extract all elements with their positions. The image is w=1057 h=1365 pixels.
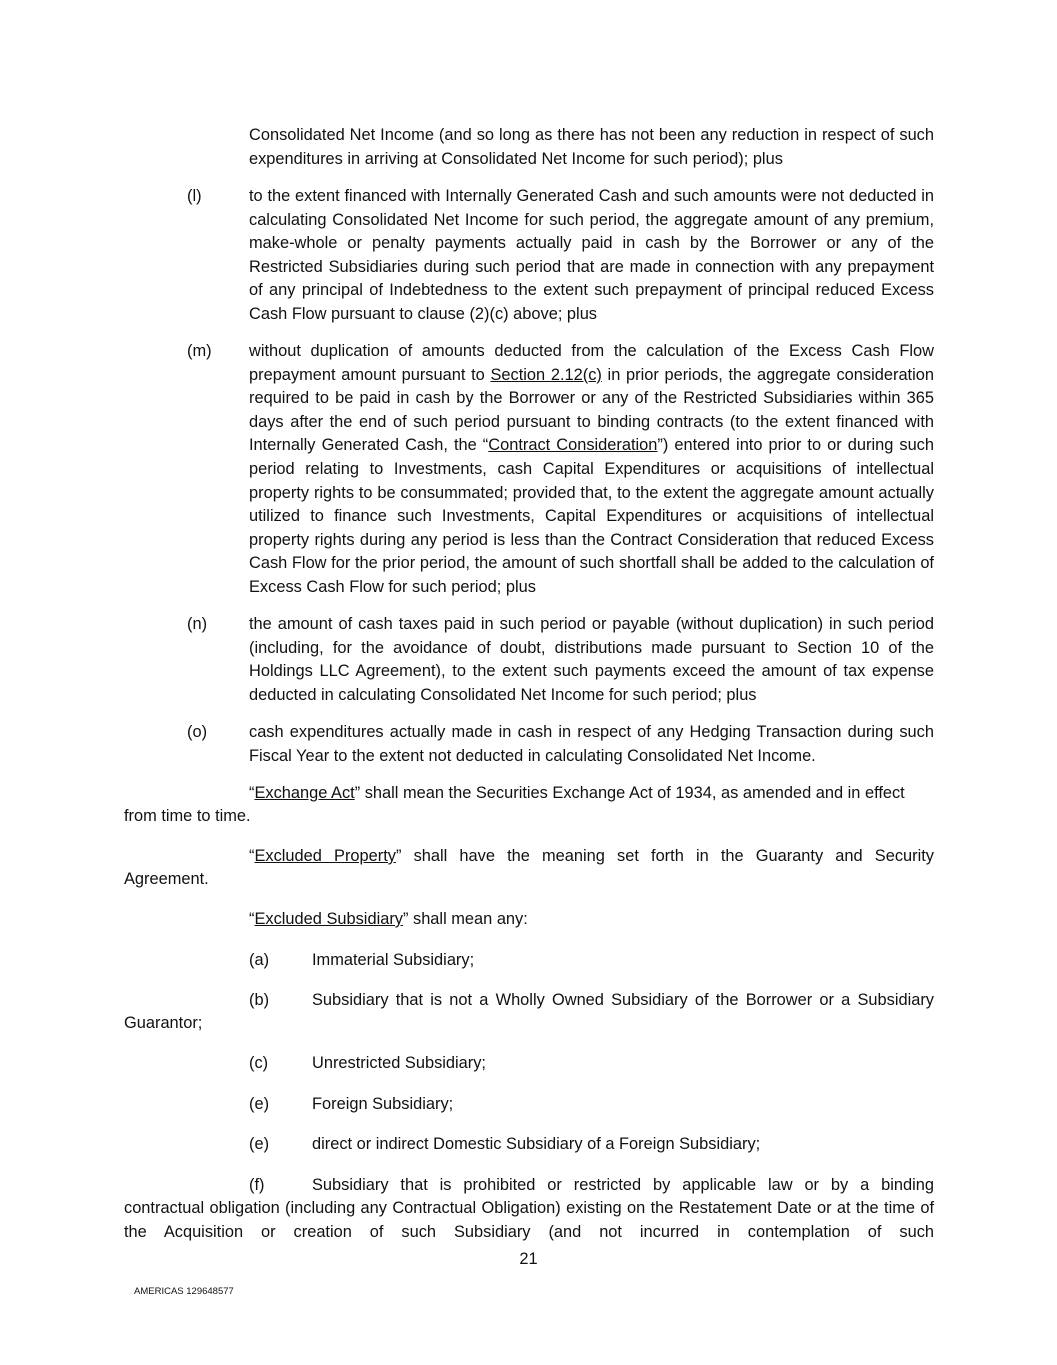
definition-exchange-act-line [249, 782, 934, 806]
item-o-text: cash expenditures actually made in cash in respect of any Hedging Transaction during such Fiscal Year to the extent not deducted in calculating Consolidated Net Income. [249, 723, 934, 765]
sub-item-e2-text: direct or indirect Domestic Subsidiary of a Foreign Subsidiary; [312, 1135, 761, 1153]
document-footer-id: AMERICAS 129648577 [134, 1286, 234, 1297]
definition-excluded-subsidiary-line [249, 908, 934, 932]
open-quote: “ [249, 847, 255, 865]
item-l [249, 185, 934, 327]
definition-text: ” shall mean any: [402, 910, 528, 928]
defined-term-exchange-act: Exchange Act [254, 784, 355, 802]
definition-text: ” shall have the meaning set forth in the Guaranty and Security [395, 847, 934, 865]
defined-term-excluded-property: Excluded Property [254, 847, 396, 865]
definition-exchange-act [249, 782, 934, 806]
sub-item-label-e1: (e) [249, 1095, 270, 1113]
item-m [249, 340, 934, 600]
item-m-text [249, 340, 934, 600]
sub-item-e1-text: Foreign Subsidiary; [312, 1095, 454, 1113]
definition-excluded-property-cont: Agreement. [124, 870, 209, 888]
sub-item-label-e2: (e) [249, 1135, 270, 1153]
definition-excluded-property [249, 845, 934, 869]
page-number: 21 [519, 1250, 538, 1268]
item-o [249, 721, 934, 768]
defined-term-contract-consideration: Contract Consideration [488, 436, 658, 455]
defined-term-excluded-subsidiary: Excluded Subsidiary [254, 910, 403, 928]
item-label-n: (n) [187, 615, 208, 633]
sub-item-c-text: Unrestricted Subsidiary; [312, 1054, 486, 1072]
item-l-text: to the extent financed with Internally Generated Cash and such amounts were not deducted in calculating Consolidated Net Income for such period, the aggregate amount of any premium, make-whole or penalty payments actually paid in cash by the Borrower or any of the Restricted Subsidiaries during such period that are made in connection with any prepayment of any principal of Indebtedness to the extent such prepayment of principal reduced Excess Cash Flow pursuant to clause (2)(c) above; plus [249, 187, 934, 323]
item-n [249, 613, 934, 707]
item-m-text-3: ”) entered into prior to or during such period relating to Investments, cash Capital Expenditures or acquisitions of intellectual property rights to be consummated; provided that, to the extent the aggregate amount actually utilized to finance such Investments, Capital Expenditures or acquisitions of intellectual property rights during any period is less than the Contract Consideration that reduced Excess Cash Flow for the prior period, the amount of such shortfall shall be added to the calculation of Excess Cash Flow for such period; plus [249, 436, 934, 596]
open-quote: “ [249, 784, 255, 802]
sub-item-label-c: (c) [249, 1054, 269, 1072]
sub-item-a-text: Immaterial Subsidiary; [312, 951, 475, 969]
definition-excluded-property-line [249, 845, 934, 869]
item-label-l: (l) [187, 187, 202, 205]
sub-item-b-text: Subsidiary that is not a Wholly Owned Subsidiary of the Borrower or a Subsidiary [312, 991, 934, 1009]
item-label-o: (o) [187, 723, 208, 741]
definition-exchange-act-cont: from time to time. [124, 807, 251, 825]
item-m-text-2: in prior periods, the aggregate consideration required to be paid in cash by the Borrower or any of the Restricted Subsidiaries within 365 days after the end of such period pursuant to binding contracts (to the extent financed with Internally Generated Cash, the “ [249, 365, 934, 455]
sub-item-label-f: (f) [249, 1176, 265, 1194]
sub-item-b-cont: Guarantor; [124, 1014, 203, 1032]
continuation-paragraph [249, 124, 934, 171]
sub-item-f-line1: Subsidiary that is prohibited or restricted by applicable law or by a binding [312, 1176, 934, 1194]
sub-item-label-b: (b) [249, 991, 270, 1009]
continuation-text: Consolidated Net Income (and so long as there has not been any reduction in respect of such expenditures in arriving at Consolidated Net Income for such period); plus [249, 126, 934, 168]
sub-item-f-rest: contractual obligation (including any Contractual Obligation) existing on the Restatement Date or at the time of the Acquisition or creation of such Subsidiary (and not incurred in contemplation of such [124, 1199, 934, 1241]
definition-text: ” shall mean the Securities Exchange Act of 1934, as amended and in effect [354, 784, 905, 802]
definition-excluded-subsidiary [249, 908, 934, 932]
open-quote: “ [249, 910, 255, 928]
item-label-m: (m) [187, 342, 212, 360]
section-reference: Section 2.12(c) [490, 365, 602, 384]
sub-item-label-a: (a) [249, 951, 270, 969]
item-n-text: the amount of cash taxes paid in such period or payable (without duplication) in such period (including, for the avoidance of doubt, distributions made pursuant to Section 10 of the Holdings LLC Agreement), to the extent such payments exceed the amount of tax expense deducted in calculating Consolidated Net Income for such period; plus [249, 615, 934, 704]
item-m-text-1: without duplication of amounts deducted from the calculation of the Excess Cash Flow prepayment amount pursuant to [249, 342, 934, 384]
